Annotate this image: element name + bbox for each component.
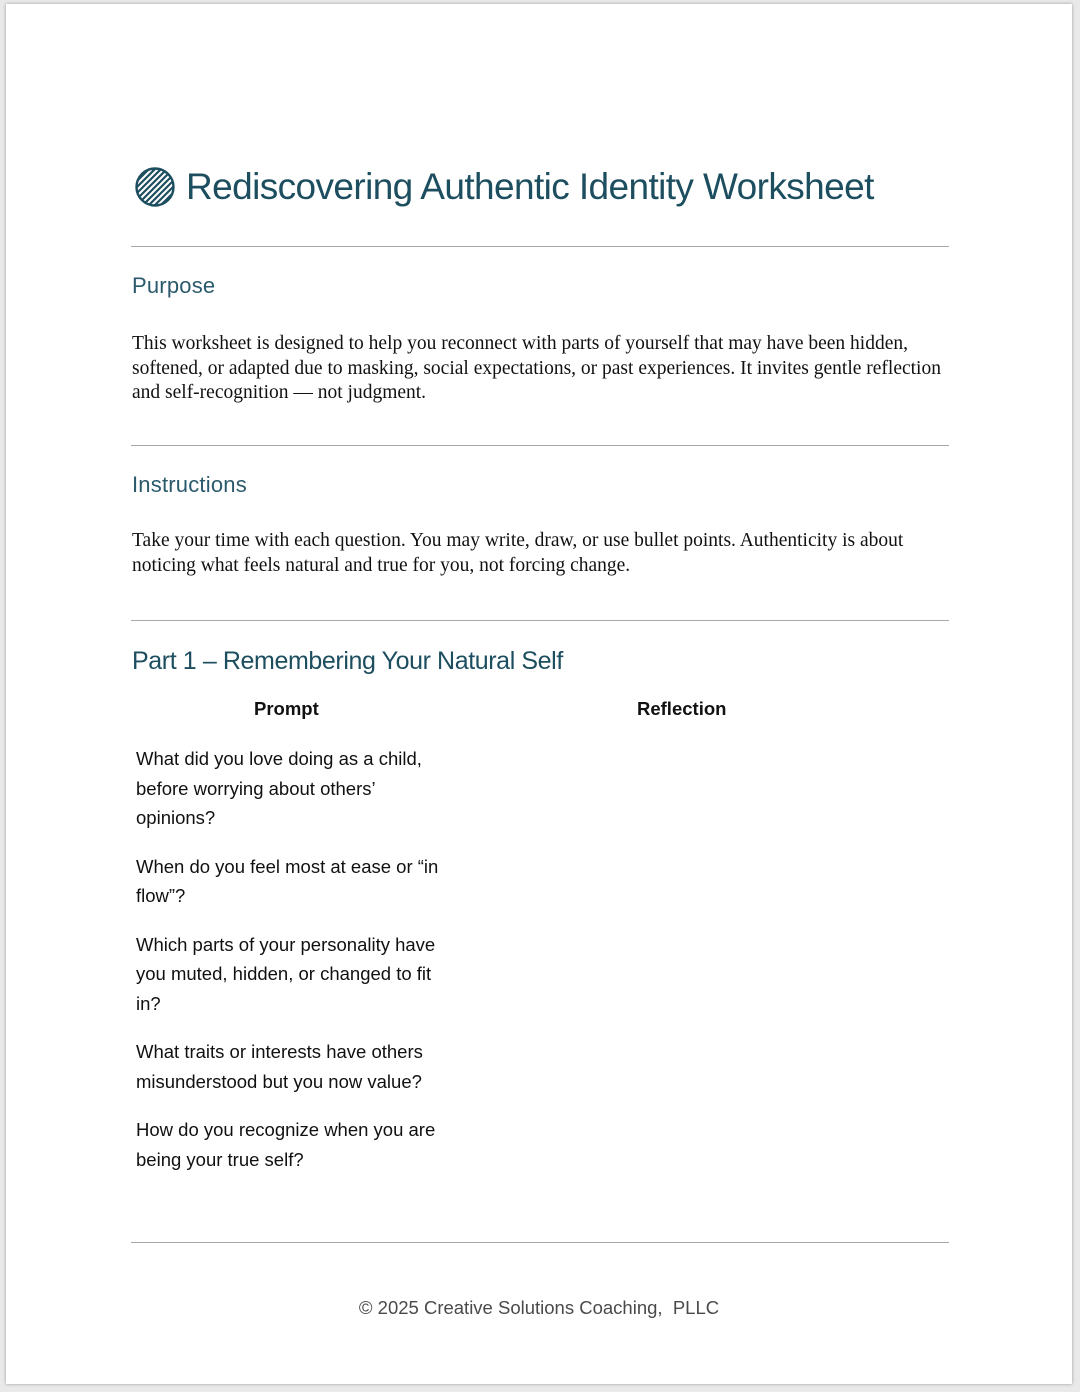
page-title: Rediscovering Authentic Identity Worksheet — [186, 166, 874, 207]
divider — [131, 620, 949, 621]
worksheet-page — [6, 4, 1072, 1384]
instructions-text: Take your time with each question. You may write, draw, or use bullet points. Authenticity is about noticing what feels natural and true for you, not forcing change. — [132, 530, 904, 576]
divider — [131, 246, 949, 247]
instructions-heading: Instructions — [132, 472, 247, 497]
prompt-item: What traits or interests have others misunderstood but you now value? — [136, 1041, 423, 1092]
reflection-column-header: Reflection — [637, 698, 727, 719]
prompt-item: When do you feel most at ease or “in flow”? — [136, 855, 439, 907]
copyright-footer: © 2025 Creative Solutions Coaching, PLLC — [358, 1297, 720, 1318]
part1-heading: Part 1 – Remembering Your Natural Self — [132, 647, 563, 675]
prompt-item: What did you love doing as a child, before worrying about others’ opinions? — [136, 748, 422, 829]
divider — [131, 1242, 949, 1243]
prompt-column-header: Prompt — [254, 698, 319, 719]
striped-circle-icon — [134, 166, 176, 208]
divider — [131, 445, 949, 446]
purpose-text: This worksheet is designed to help you reconnect with parts of yourself that may have been hidden, softened, or adapted due to masking, social expectations, or past experiences. It invites gentle reflection and self-recognition — not judgment. — [132, 333, 941, 403]
prompt-item: Which parts of your personality have you muted, hidden, or changed to fit in? — [136, 933, 436, 1014]
purpose-heading: Purpose — [132, 273, 216, 298]
title-row — [134, 166, 874, 208]
prompt-list — [136, 744, 446, 1193]
prompt-item: How do you recognize when you are being your true self? — [136, 1119, 436, 1170]
